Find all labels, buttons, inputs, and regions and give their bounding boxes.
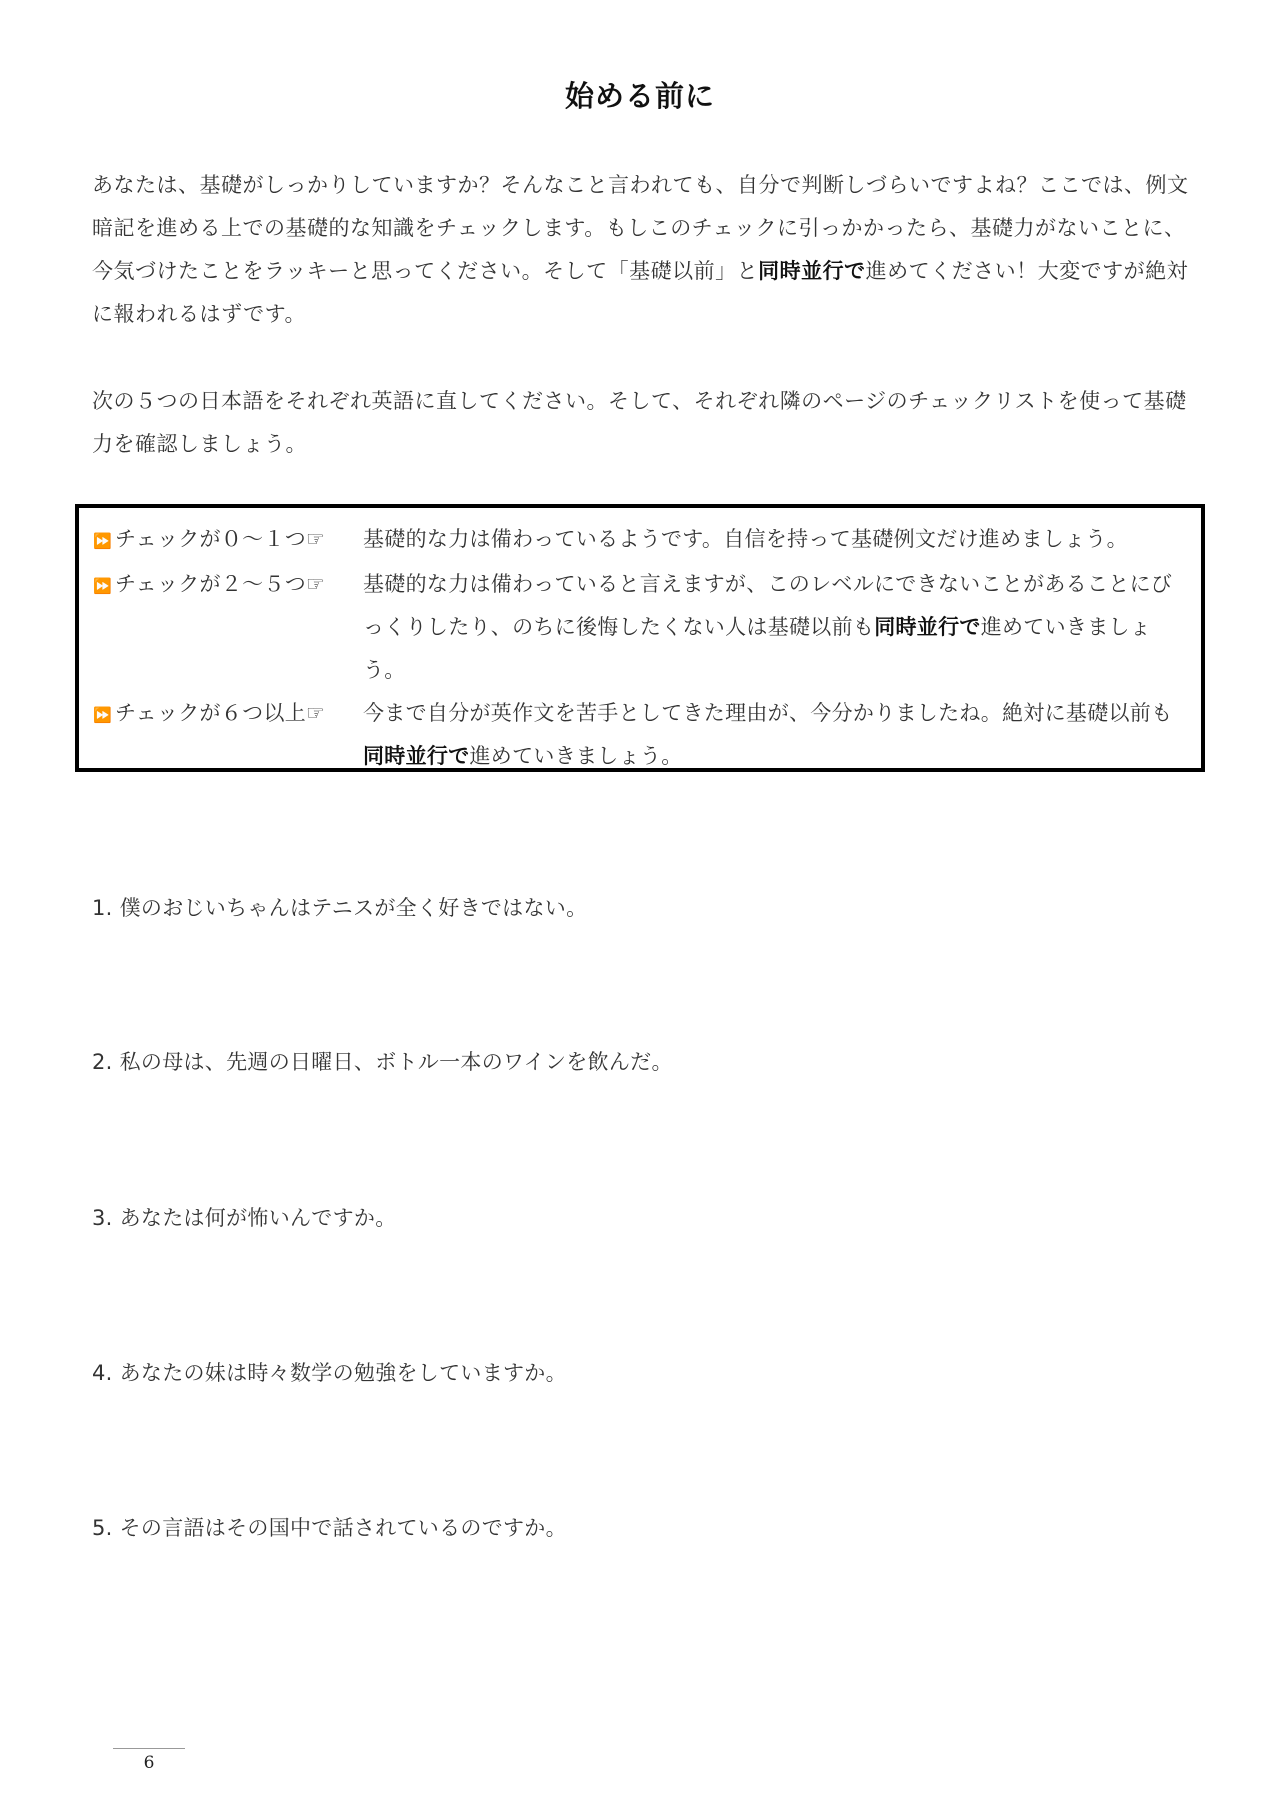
- checklist-emphasis: 同時並行で: [363, 744, 470, 768]
- checklist-text-end: 進めていきましょう。: [363, 615, 1152, 682]
- checklist-text: 今まで自分が英作文を苦手としてきた理由が、今分かりましたね。絶対に基礎以前も: [363, 701, 1173, 725]
- checklist-row: [93, 563, 1189, 692]
- checklist-text: 基礎的な力は備わっていると言えますが、このレベルにできないことがあることにびっくりしたり、のちに後悔したくない人は基礎以前も: [363, 572, 1173, 639]
- intro-text-end: 進めてください！大変ですが絶対に報われるはずです。: [92, 259, 1189, 326]
- checklist-emphasis: 同時並行で: [874, 615, 981, 639]
- footer-divider: [113, 1748, 185, 1749]
- checklist-description: [363, 692, 1189, 778]
- checklist-description: [363, 518, 1189, 563]
- checklist-box: [75, 504, 1205, 772]
- page-title: 始める前に: [564, 79, 715, 113]
- checklist-label-text: チェックが６つ以上☞: [114, 701, 326, 725]
- checklist-text: 基礎的な力は備わっているようです。自信を持って基礎例文だけ進めましょう。: [363, 527, 1128, 551]
- question-item: 5. その言語はその国中で話されているのですか。: [92, 1516, 567, 1540]
- instruction-paragraph: 次の５つの日本語をそれぞれ英語に直してください。そして、それぞれ隣のページのチェックリストを使って基礎力を確認しましょう。: [92, 389, 1187, 456]
- checklist-row: [93, 518, 1189, 563]
- question-item: 3. あなたは何が怖いんですか。: [92, 1206, 397, 1230]
- checklist-row: [93, 692, 1189, 778]
- question-item: 4. あなたの妹は時々数学の勉強をしていますか。: [92, 1361, 567, 1385]
- intro-text: あなたは、基礎がしっかりしていますか？そんなこと言われても、自分で判断しづらいですよね？ここでは、例文暗記を進める上での基礎的な知識をチェックします。もしこのチェックに引っかかったら、基礎力がないことに、今気づけたことをラッキーと思ってください。そして「基礎以前」と: [92, 173, 1189, 283]
- checklist-text-end: 進めていきましょう。: [469, 744, 683, 768]
- checklist-label-text: チェックが０～１つ☞: [114, 527, 326, 551]
- intro-emphasis: 同時並行で: [758, 259, 866, 283]
- page-number: 6: [143, 1753, 155, 1773]
- fast-forward-icon: ⏩: [93, 706, 112, 724]
- checklist-label: [93, 563, 363, 692]
- intro-paragraph: [92, 164, 1200, 336]
- question-item: 2. 私の母は、先週の日曜日、ボトル一本のワインを飲んだ。: [92, 1050, 673, 1074]
- checklist-label: [93, 518, 363, 563]
- checklist-label: [93, 692, 363, 778]
- checklist-description: [363, 563, 1189, 692]
- checklist-label-text: チェックが２～５つ☞: [114, 572, 326, 596]
- fast-forward-icon: ⏩: [93, 532, 112, 550]
- fast-forward-icon: ⏩: [93, 577, 112, 595]
- question-item: 1. 僕のおじいちゃんはテニスが全く好きではない。: [92, 896, 588, 920]
